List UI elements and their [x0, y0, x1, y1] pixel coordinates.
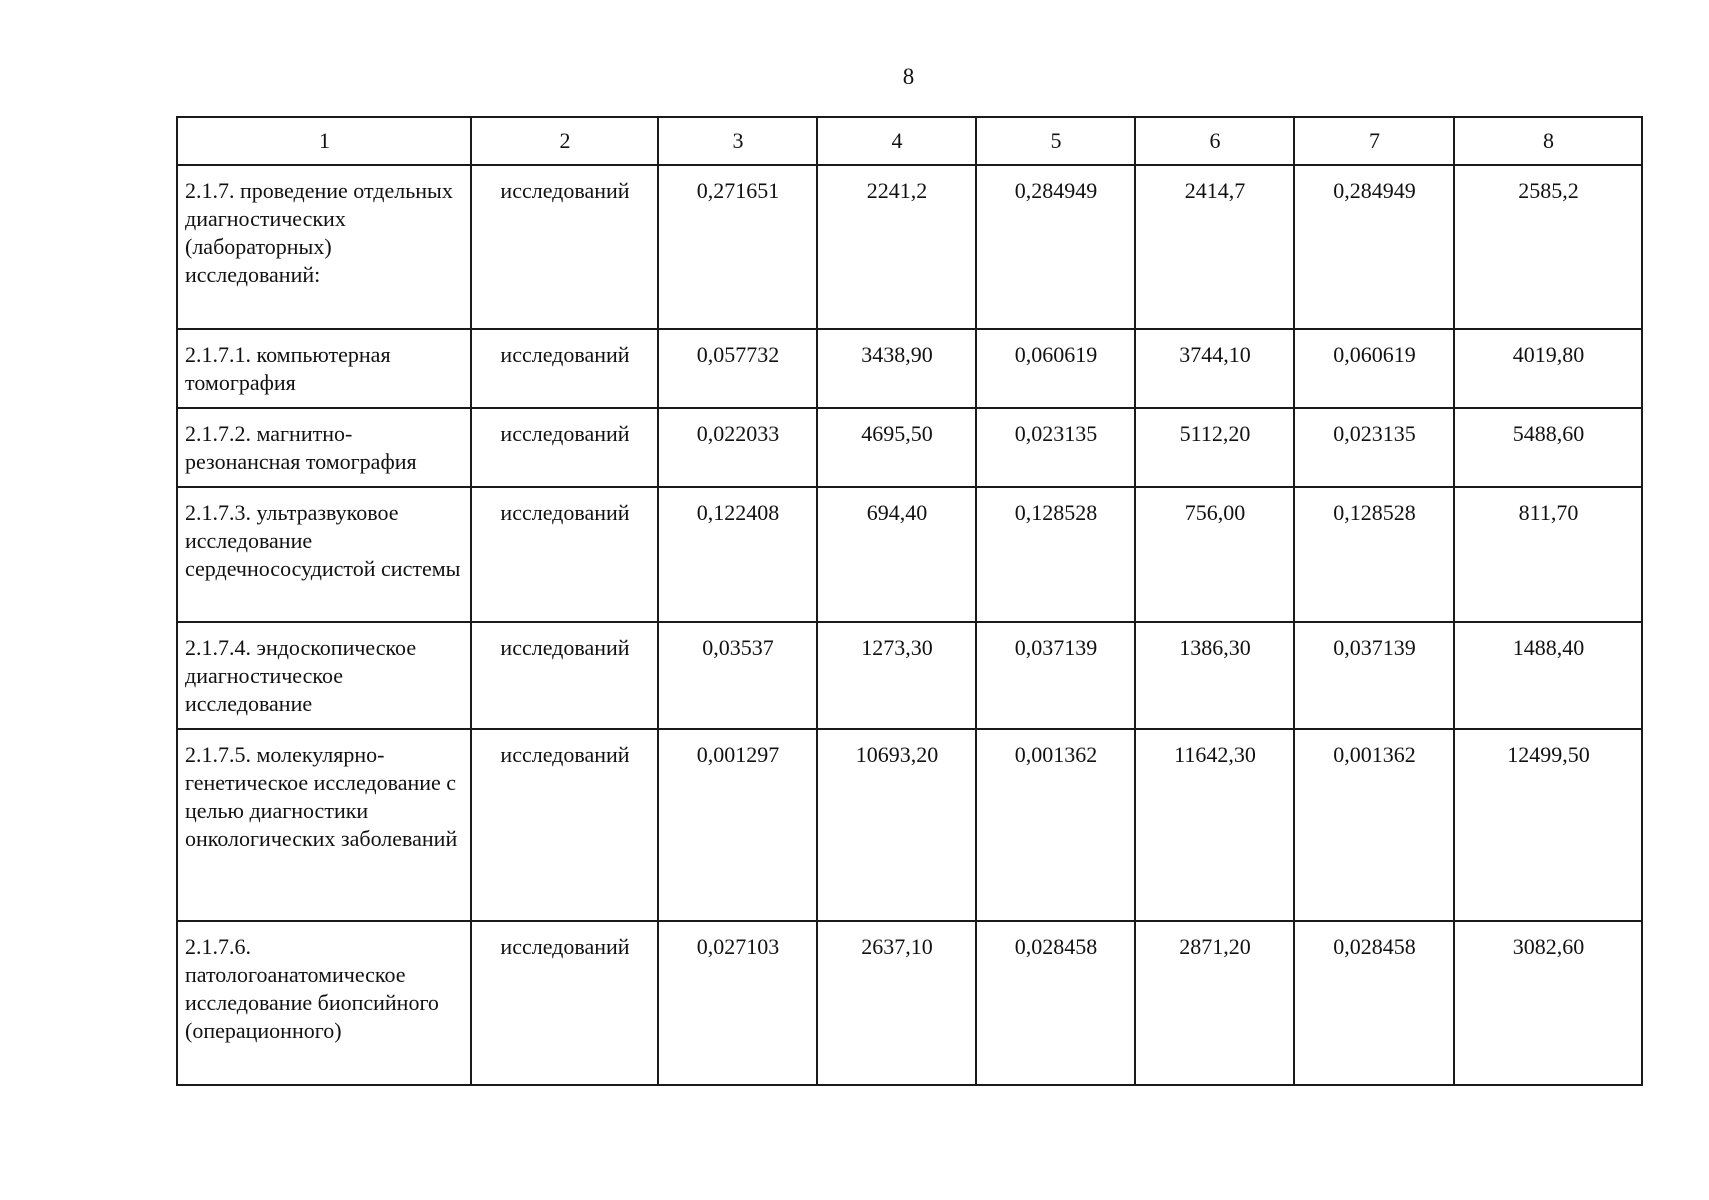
- column-header: 4: [817, 117, 976, 165]
- table-cell: 2871,20: [1135, 921, 1294, 1085]
- table-cell: 1273,30: [817, 622, 976, 729]
- table-cell: 5112,20: [1135, 408, 1294, 487]
- table-cell: 0,271651: [658, 165, 817, 329]
- table-cell: 0,001297: [658, 729, 817, 921]
- table-cell: исследований: [471, 487, 658, 622]
- table-cell: 1488,40: [1454, 622, 1642, 729]
- table-cell: исследований: [471, 408, 658, 487]
- table-cell: 0,023135: [1294, 408, 1454, 487]
- table-cell: 0,001362: [976, 729, 1135, 921]
- table-cell: 0,284949: [1294, 165, 1454, 329]
- table-cell: 0,060619: [976, 329, 1135, 408]
- column-header: 6: [1135, 117, 1294, 165]
- table-cell: 2241,2: [817, 165, 976, 329]
- table-cell: 4019,80: [1454, 329, 1642, 408]
- table-cell: 4695,50: [817, 408, 976, 487]
- table-cell: 756,00: [1135, 487, 1294, 622]
- table-cell: 0,284949: [976, 165, 1135, 329]
- table-header-row: [177, 117, 1642, 165]
- table-cell: 0,022033: [658, 408, 817, 487]
- table-cell: 0,128528: [976, 487, 1135, 622]
- table-cell: исследований: [471, 729, 658, 921]
- table-cell: 12499,50: [1454, 729, 1642, 921]
- table-cell: 0,037139: [976, 622, 1135, 729]
- table-cell: исследований: [471, 921, 658, 1085]
- table-row: [177, 487, 1642, 622]
- table-cell: 0,028458: [976, 921, 1135, 1085]
- table-cell: исследований: [471, 329, 658, 408]
- table-cell: 2.1.7.3. ультразвуковое исследование сердечнососудистой системы: [177, 487, 471, 622]
- table-row: [177, 622, 1642, 729]
- column-header: 5: [976, 117, 1135, 165]
- table-cell: 2.1.7. проведение отдельных диагностических (лабораторных) исследований:: [177, 165, 471, 329]
- table-cell: 1386,30: [1135, 622, 1294, 729]
- table-cell: 2414,7: [1135, 165, 1294, 329]
- page-number: 8: [902, 64, 915, 89]
- column-header: 7: [1294, 117, 1454, 165]
- table-row: [177, 921, 1642, 1085]
- column-header: 3: [658, 117, 817, 165]
- table-cell: 0,001362: [1294, 729, 1454, 921]
- table-cell: 0,027103: [658, 921, 817, 1085]
- column-header: 1: [177, 117, 471, 165]
- table-cell: 0,128528: [1294, 487, 1454, 622]
- table-cell: 2637,10: [817, 921, 976, 1085]
- table-cell: 0,057732: [658, 329, 817, 408]
- table-cell: 2.1.7.2. магнитно-резонансная томография: [177, 408, 471, 487]
- table-cell: 0,023135: [976, 408, 1135, 487]
- table-cell: 11642,30: [1135, 729, 1294, 921]
- table-row: [177, 408, 1642, 487]
- table-cell: 0,028458: [1294, 921, 1454, 1085]
- table-cell: 0,060619: [1294, 329, 1454, 408]
- table-row: [177, 729, 1642, 921]
- table-cell: 2.1.7.4. эндоскопическое диагностическое исследование: [177, 622, 471, 729]
- table-cell: 694,40: [817, 487, 976, 622]
- table-cell: исследований: [471, 622, 658, 729]
- table-cell: 3744,10: [1135, 329, 1294, 408]
- table-row: [177, 165, 1642, 329]
- column-header: 2: [471, 117, 658, 165]
- table-cell: 2.1.7.6. патологоанатомическое исследование биопсийного (операционного): [177, 921, 471, 1085]
- table-cell: 811,70: [1454, 487, 1642, 622]
- table-row: [177, 329, 1642, 408]
- table-cell: 2585,2: [1454, 165, 1642, 329]
- data-table: [176, 116, 1643, 1086]
- table-cell: 5488,60: [1454, 408, 1642, 487]
- table-cell: 2.1.7.5. молекулярно-генетическое исследование с целью диагностики онкологических заболеваний: [177, 729, 471, 921]
- table-cell: 3438,90: [817, 329, 976, 408]
- table-cell: 2.1.7.1. компьютерная томография: [177, 329, 471, 408]
- table-cell: 3082,60: [1454, 921, 1642, 1085]
- column-header: 8: [1454, 117, 1642, 165]
- table-cell: исследований: [471, 165, 658, 329]
- table-cell: 10693,20: [817, 729, 976, 921]
- table-cell: 0,03537: [658, 622, 817, 729]
- table-cell: 0,122408: [658, 487, 817, 622]
- table-cell: 0,037139: [1294, 622, 1454, 729]
